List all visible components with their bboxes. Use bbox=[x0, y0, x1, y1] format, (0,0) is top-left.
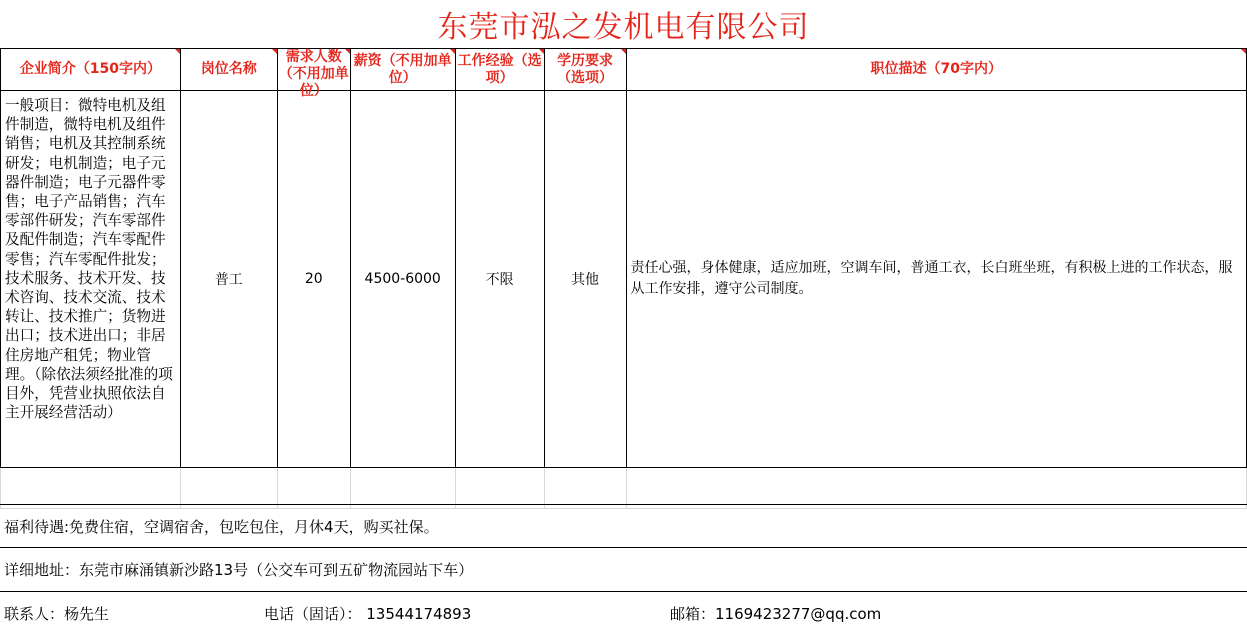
empty-cell[interactable] bbox=[544, 468, 626, 509]
empty-cell[interactable] bbox=[1, 468, 181, 509]
header-intro[interactable]: 企业简介（150字内） bbox=[1, 49, 181, 91]
cell-experience[interactable]: 不限 bbox=[455, 91, 544, 468]
cell-education[interactable]: 其他 bbox=[544, 91, 626, 468]
cell-description[interactable]: 责任心强，身体健康，适应加班，空调车间，普通工衣，长白班坐班，有积极上进的工作状态，服从工作安排，遵守公司制度。 bbox=[626, 91, 1246, 468]
cell-position[interactable]: 普工 bbox=[180, 91, 277, 468]
header-row bbox=[1, 49, 1247, 91]
empty-cell[interactable] bbox=[626, 468, 1246, 509]
contact-line bbox=[0, 592, 1247, 636]
header-experience[interactable]: 工作经验（选项） bbox=[455, 49, 544, 91]
company-title: 东莞市泓之发机电有限公司 bbox=[0, 0, 1247, 49]
header-count[interactable]: 需求人数（不用加单位） bbox=[278, 49, 349, 99]
address-line[interactable]: 详细地址：东莞市麻涌镇新沙路13号（公交车可到五矿物流园站下车） bbox=[0, 548, 1247, 592]
empty-cell[interactable] bbox=[277, 468, 350, 509]
cell-salary[interactable]: 4500-6000 bbox=[350, 91, 455, 468]
header-description[interactable]: 职位描述（70字内） bbox=[626, 49, 1246, 91]
header-position[interactable]: 岗位名称 bbox=[180, 49, 277, 91]
cell-intro[interactable]: 一般项目：微特电机及组件制造，微特电机及组件销售；电机及其控制系统研发；电机制造；电子元器件制造；电子元器件零售；电子产品销售；汽车零部件研发；汽车零部件及配件制造；汽车零配件零售；汽车零配件批发；技术服务、技术开发、技术咨询、技术交流、技术转让、技术推广；货物进出口；技术进出口；非居住房地产租凭；物业管理。（除依法须经批准的项目外，凭营业执照依法自主开展经营活动） bbox=[1, 91, 181, 468]
header-salary[interactable]: 薪资（不用加单位） bbox=[350, 49, 455, 91]
job-table bbox=[0, 48, 1247, 509]
header-education[interactable]: 学历要求（选项） bbox=[544, 49, 626, 91]
contact-phone[interactable]: 电话（固话）： 13544174893 bbox=[264, 605, 472, 623]
contact-person[interactable]: 联系人：杨先生 bbox=[4, 605, 110, 623]
empty-cell[interactable] bbox=[350, 468, 455, 509]
table-row bbox=[1, 91, 1247, 468]
empty-row bbox=[1, 468, 1247, 509]
benefits-line[interactable]: 福利待遇:免费住宿，空调宿舍，包吃包住，月休4天，购买社保。 bbox=[0, 504, 1247, 548]
cell-count[interactable]: 20 bbox=[277, 91, 350, 468]
contact-email[interactable]: 邮箱：1169423277@qq.com bbox=[670, 605, 882, 623]
empty-cell[interactable] bbox=[180, 468, 277, 509]
empty-cell[interactable] bbox=[455, 468, 544, 509]
